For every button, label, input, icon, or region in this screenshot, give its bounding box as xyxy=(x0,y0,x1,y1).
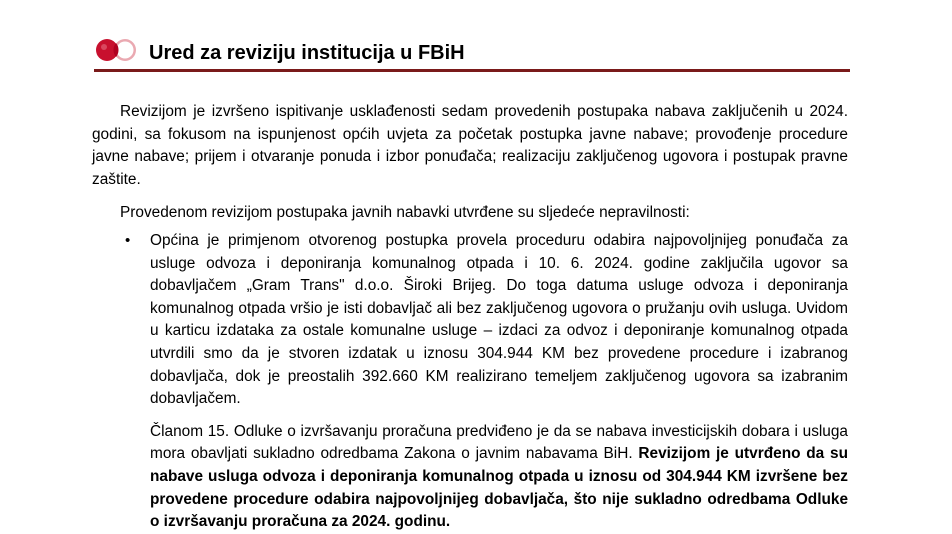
finding-paragraph: Općina je primjenom otvorenog postupka provela proceduru odabira najpovoljnijeg ponuđača za usluge odvoza i deponiranja komunalnog otpada i 10. 6. 2024. godine zaključila ugovor sa dobavljačem „Gram Trans" d.o.o. Široki Brijeg. Do toga datuma usluge odvoza i deponiranja komunalnog otpada vršio je isti dobavljač ali bez zaključenog ugovora o pružanju ovih usluga. Uvidom u karticu izdataka za ostale komunalne usluge – izdaci za odvoz i deponiranje komunalnog otpada utvrdili smo da je stvoren izdatak u iznosu 304.944 KM bez provedene procedure i izabranog dobavljača, dok je preostalih 392.660 KM realizirano temeljem zaključenog ugovora sa izabranim dobavljačem. xyxy=(150,231,848,408)
bullet-dot-icon: • xyxy=(125,231,131,249)
document-body xyxy=(92,101,848,534)
header-divider xyxy=(94,69,850,72)
conclusion-regular-text: Članom 15. Odluke o izvršavanju proračuna predviđeno je da se nabava investicijskih dobara i usluga mora obavljati sukladno odredbama Zakona o javnim nabavama BiH. xyxy=(150,422,848,463)
finding-conclusion-paragraph xyxy=(150,421,848,534)
intro-paragraph: Revizijom je izvršeno ispitivanje usklađenosti sedam provedenih postupaka nabava zaključenih u 2024. godini, sa fokusom na ispunjenost općih uvjeta za početak postupka javne nabave; provođenje procedure javne nabave; prijem i otvaranje ponuda i izbor ponuđača; realizaciju zaključenog ugovora i postupak pravne zaštite. xyxy=(92,103,848,188)
document-header xyxy=(94,30,850,72)
findings-list xyxy=(92,230,848,534)
conclusion-bold-text: Revizijom je utvrđeno da su nabave usluga odvoza i deponiranja komunalnog otpada u iznosu od 304.944 KM izvršene bez provedene procedure odabira najpovoljnijeg dobavljača, što nije sukladno odredbama Odluke o izvršavanju proračuna za 2024. godinu. xyxy=(150,445,848,531)
findings-intro-paragraph: Provedenom revizijom postupaka javnih nabavki utvrđene su sljedeće nepravilnosti: xyxy=(120,204,690,222)
two-overlapping-circles-logo-icon xyxy=(94,38,140,62)
header-title: Ured za reviziju institucija u FBiH xyxy=(149,42,465,64)
